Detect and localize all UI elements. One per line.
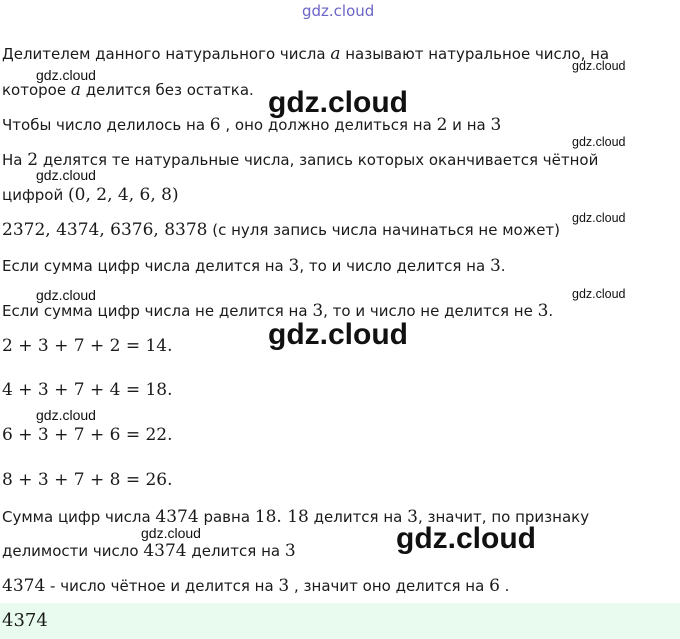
text: которое (2, 81, 71, 99)
text: Делителем данного натурального числа (2, 45, 331, 63)
text: называют натуральное число, на (340, 45, 610, 63)
watermark-small: gdz.cloud (572, 59, 626, 73)
watermark-small: gdz.cloud (36, 167, 96, 183)
number: 3 (284, 541, 296, 561)
number: 3 (407, 507, 418, 527)
variable-a: a (70, 80, 81, 100)
final-conclusion (2, 576, 509, 596)
text: делится без остатка. (81, 81, 254, 99)
watermark-small: gdz.cloud (36, 287, 96, 303)
candidate-numbers (2, 220, 560, 240)
number: 4374 (2, 576, 46, 596)
number: 3 (312, 301, 324, 321)
text: цифрой (2, 186, 68, 204)
watermark-small: gdz.cloud (36, 67, 96, 83)
number: 3 (288, 256, 300, 276)
digit-sum-equation: 4 + 3 + 7 + 4 = 18. (2, 380, 173, 400)
conclusion-line-2 (2, 541, 296, 561)
numbers-list: 2372, 4374, 6376, 8378 (2, 220, 208, 240)
divisibility-by-3-rule (2, 256, 506, 276)
text: . (499, 577, 510, 595)
answer-box (0, 603, 680, 639)
divisibility-by-6-rule (2, 115, 501, 135)
number: 6 (489, 576, 500, 596)
text: равна (198, 508, 255, 526)
number: 3 (490, 115, 502, 135)
watermark-small: gdz.cloud (36, 407, 96, 423)
text: делится на (308, 508, 408, 526)
answer-value: 4374 (2, 610, 48, 631)
watermark-small: gdz.cloud (572, 287, 626, 301)
text: Чтобы число делилось на (2, 116, 210, 134)
text: . (500, 257, 506, 275)
number: 6 (209, 115, 221, 135)
text: Сумма цифр числа (2, 508, 156, 526)
watermark-large: gdz.cloud (268, 318, 408, 351)
number: 2 (27, 150, 39, 170)
text: делятся те натуральные числа, запись которых оканчивается чётной (38, 151, 599, 169)
watermark-small: gdz.cloud (572, 211, 626, 225)
variable-a: a (330, 44, 341, 64)
number: 4374 (143, 541, 187, 561)
text: . (548, 302, 554, 320)
text: и на (447, 116, 491, 134)
text: , то и число не делится не (323, 302, 538, 320)
text: - число чётное и делится на (45, 577, 279, 595)
watermark-small: gdz.cloud (572, 135, 626, 149)
watermark-large: gdz.cloud (396, 522, 536, 555)
number: 2 (436, 115, 448, 135)
text: , оно должно делиться на (220, 116, 437, 134)
number: 18. 18 (254, 507, 309, 527)
not-divisible-by-3-rule (2, 301, 553, 321)
watermark-large: gdz.cloud (268, 86, 408, 119)
even-digits: (0, 2, 4, 6, 8) (68, 185, 179, 205)
number: 4374 (155, 507, 199, 527)
conclusion-line-1 (2, 507, 589, 527)
digit-sum-equation: 2 + 3 + 7 + 2 = 14. (2, 336, 173, 356)
divisibility-by-2-rule-line-2 (2, 185, 179, 205)
number: 3 (278, 576, 290, 596)
number: 3 (489, 256, 501, 276)
text: , значит, по признаку (417, 508, 590, 526)
text: На (2, 151, 28, 169)
divisor-definition-line-1 (2, 44, 609, 64)
text: делится на (186, 542, 285, 560)
text: , значит оно делится на (289, 577, 490, 595)
watermark-small: gdz.cloud (141, 525, 201, 541)
divisor-definition-line-2 (2, 80, 254, 100)
text: , то и число делится на (299, 257, 490, 275)
digit-sum-equation: 6 + 3 + 7 + 6 = 22. (2, 425, 173, 445)
divisibility-by-2-rule-line-1 (2, 150, 598, 170)
text: Если сумма цифр числа делится на (2, 257, 289, 275)
number: 3 (537, 301, 549, 321)
text: (с нуля запись числа начинаться не может) (207, 221, 561, 239)
digit-sum-equation: 8 + 3 + 7 + 8 = 26. (2, 470, 173, 490)
watermark-top: gdz.cloud (302, 2, 375, 20)
text: делимости число (2, 542, 144, 560)
text: Если сумма цифр числа не делится на (2, 302, 313, 320)
